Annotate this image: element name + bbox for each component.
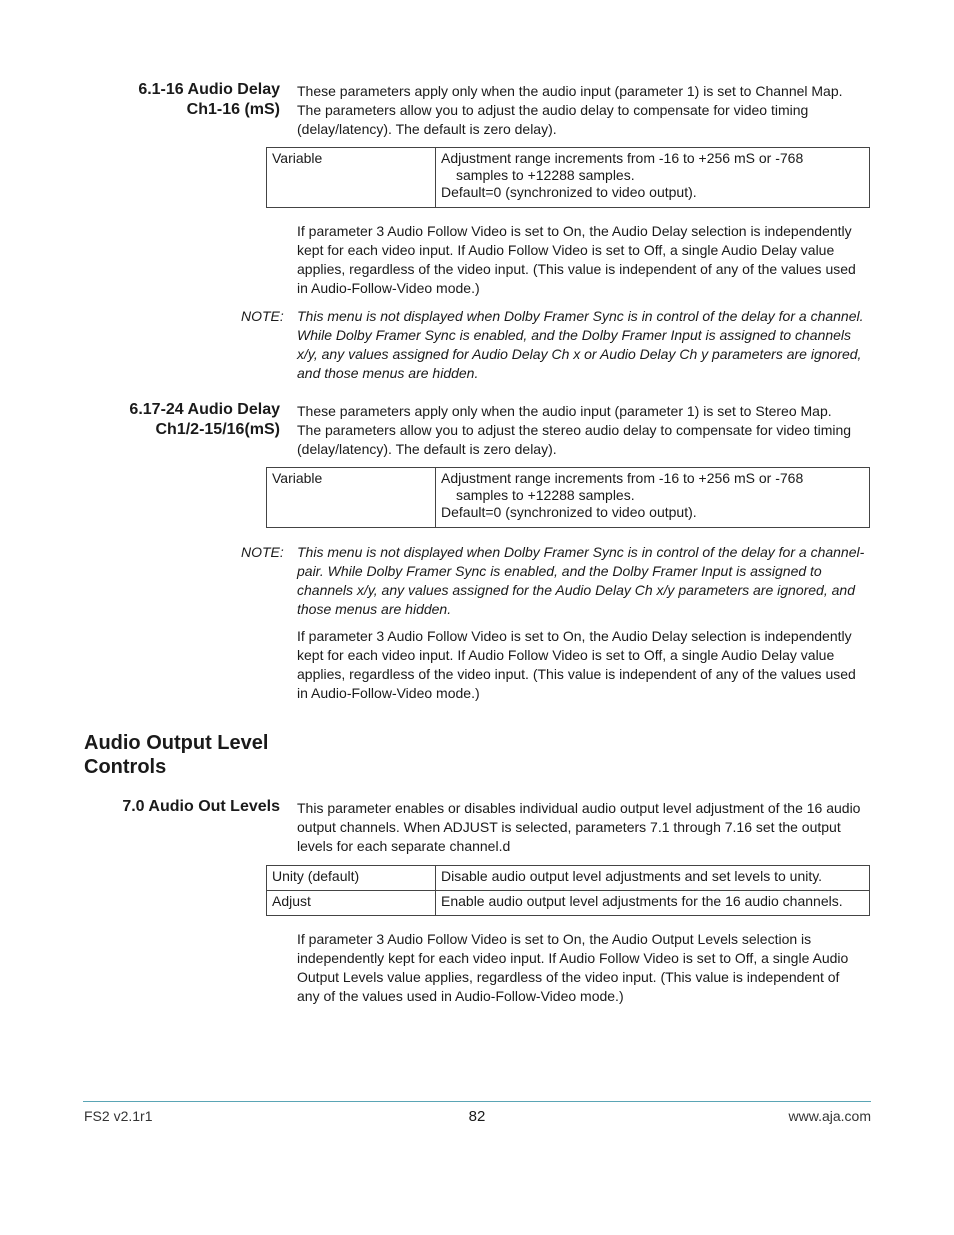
footer-version: FS2 v2.1r1	[84, 1108, 153, 1124]
section2-table	[266, 467, 870, 528]
table-row	[267, 148, 870, 208]
section1-intro: These parameters apply only when the audio input (parameter 1) is set to Channel Map. The parameters allow you to adjust the audio delay to compensate for video timing (delay/latency). The default is zero delay).	[297, 83, 843, 137]
desc-line-3: Default=0 (synchronized to video output).	[441, 504, 697, 520]
table-cell-type: Variable	[267, 148, 436, 208]
desc-line-2: samples to +12288 samples.	[456, 487, 635, 503]
desc-line-3: Default=0 (synchronized to video output).	[441, 184, 697, 200]
table-cell-description	[436, 468, 870, 528]
table-cell-description: Enable audio output level adjustments for the 16 audio channels.	[436, 891, 870, 916]
table-row	[267, 891, 870, 916]
table-row	[267, 866, 870, 891]
table-cell-option: Adjust	[267, 891, 436, 916]
section3-table	[266, 865, 870, 916]
table-cell-option: Unity (default)	[267, 866, 436, 891]
footer-divider	[83, 1101, 871, 1102]
section2-intro: These parameters apply only when the audio input (parameter 1) is set to Stereo Map. The parameters allow you to adjust the stereo audio delay to compensate for video timing (delay/latency). The default is zero delay).	[297, 403, 852, 457]
desc-line-1: Adjustment range increments from -16 to +256 mS or -768	[441, 470, 804, 486]
section-title-line-1: Audio Output Level	[84, 732, 269, 754]
section2-follow-video-text: If parameter 3 Audio Follow Video is set to On, the Audio Delay selection is independently kept for each video input. If Audio Follow Video is set to Off, a single Audio Delay value applies, regardless of the video input. (This value is independent of any of the values used in Audio-Follow-Video mode.)	[297, 628, 856, 701]
heading-line-1: 6.1-16 Audio Delay	[138, 81, 280, 98]
footer-website: www.aja.com	[788, 1108, 871, 1124]
note-label: NOTE:	[241, 308, 284, 324]
section-title	[84, 731, 324, 779]
table-row	[267, 468, 870, 528]
page-number: 82	[468, 1108, 486, 1125]
heading-line-2: Ch1-16 (mS)	[186, 101, 280, 118]
section-heading-audio-delay-stereo	[80, 400, 280, 440]
section2-note: This menu is not displayed when Dolby Framer Sync is in control of the delay for a channel-pair. While Dolby Framer Sync is enabled, and the Dolby Framer Input is assigned to channels x/y, any values assigned for the Audio Delay Ch x/y parameters are ignored, and those menus are hidden.	[297, 544, 865, 617]
desc-line-2: samples to +12288 samples.	[456, 167, 635, 183]
table-cell-description: Disable audio output level adjustments and set levels to unity.	[436, 866, 870, 891]
section-title-line-2: Controls	[84, 756, 167, 778]
heading-line-2: Ch1/2-15/16(mS)	[155, 421, 280, 438]
note-label: NOTE:	[241, 544, 284, 560]
section-heading-audio-delay-ch1-16	[80, 80, 280, 120]
section1-note: This menu is not displayed when Dolby Framer Sync is in control of the delay for a channel. While Dolby Framer Sync is enabled, and the Dolby Framer Input is assigned to channels x/y, any values assigned for Audio Delay Ch x or Audio Delay Ch y parameters are ignored, and those menus are hidden.	[297, 308, 864, 381]
section1-table	[266, 147, 870, 208]
section-heading-audio-out-levels: 7.0 Audio Out Levels	[122, 798, 280, 815]
section1-follow-video-text: If parameter 3 Audio Follow Video is set to On, the Audio Delay selection is independently kept for each video input. If Audio Follow Video is set to Off, a single Audio Delay value applies, regardless of the video input. (This value is independent of any of the values used in Audio-Follow-Video mode.)	[297, 223, 856, 296]
section3-intro: This parameter enables or disables individual audio output level adjustment of the 16 audio output channels. When ADJUST is selected, parameters 7.1 through 7.16 set the output levels for each separate channel.d	[297, 800, 861, 854]
heading-line-1: 6.17-24 Audio Delay	[129, 401, 280, 418]
table-cell-type: Variable	[267, 468, 436, 528]
table-cell-description	[436, 148, 870, 208]
section3-follow-video-text: If parameter 3 Audio Follow Video is set to On, the Audio Output Levels selection is independently kept for each video input. If Audio Follow Video is set to Off, a single Audio Output Levels value applies, regardless of the video input. (This value is independent of any of the values used in Audio-Follow-Video mode.)	[297, 931, 849, 1004]
desc-line-1: Adjustment range increments from -16 to +256 mS or -768	[441, 150, 804, 166]
